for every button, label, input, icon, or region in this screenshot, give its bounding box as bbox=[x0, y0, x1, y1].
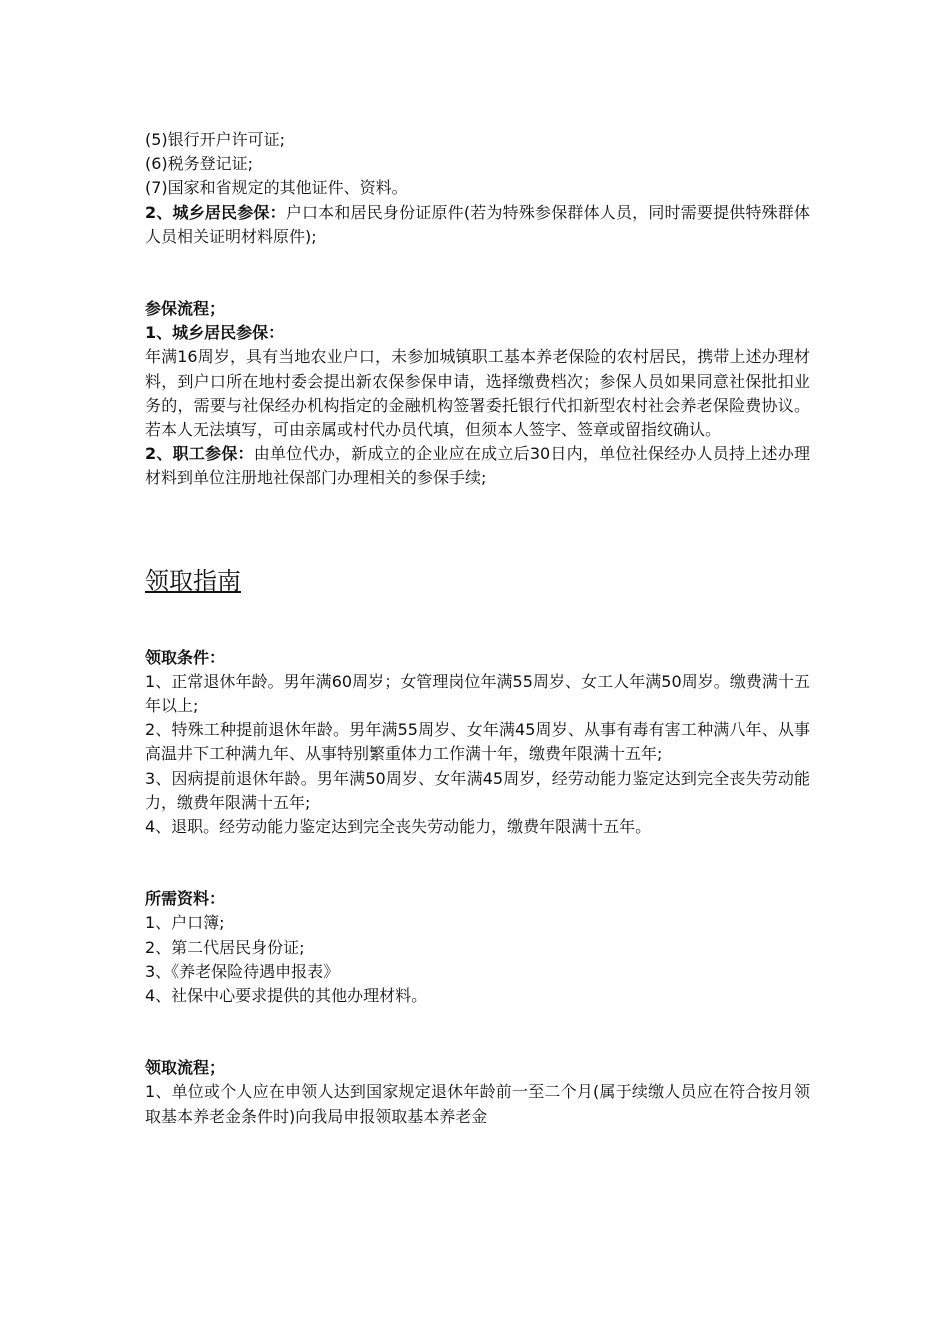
process-item-1-label: 1、城乡居民参保： bbox=[145, 323, 285, 343]
process-title: 参保流程； bbox=[145, 299, 226, 319]
process-item-1-text: 年满16周岁，具有当地农业户口，未参加城镇职工基本养老保险的农村居民，携带上述办理材料，到户口所在地村委会提出新农保参保申请，选择缴费档次；参保人员如果同意社保批扣业务的，需要与社保经办机构指定的金融机构签署委托银行代扣新型农村社会养老保险费协议。若本人无法填写，可由亲属或村代办员代填，但须本人签字、签章或留指纹确认。 bbox=[145, 347, 810, 440]
process-item-2-label: 2、职工参保： bbox=[145, 444, 254, 464]
process-item-2-text: 由单位代办，新成立的企业应在成立后30日内，单位社保经办人员持上述办理材料到单位注册地社保部门办理相关的参保手续; bbox=[145, 444, 810, 488]
list-item: (7)国家和省规定的其他证件、资料。 bbox=[145, 178, 408, 198]
list-item: (5)银行开户许可证; bbox=[145, 130, 286, 149]
flow-item: 1、单位或个人应在申领人达到国家规定退休年龄前一至二个月(属于续缴人员应在符合按月领取基本养老金条件时)向我局申报领取基本养老金 bbox=[145, 1082, 810, 1126]
material-item: 4、社保中心要求提供的其他办理材料。 bbox=[145, 986, 428, 1006]
document-body bbox=[145, 128, 810, 1129]
material-item: 2、第二代居民身份证; bbox=[145, 937, 305, 957]
condition-item: 4、退职。经劳动能力鉴定达到完全丧失劳动能力，缴费年限满十五年。 bbox=[145, 817, 652, 837]
flow-title: 领取流程； bbox=[145, 1058, 226, 1078]
condition-item: 1、正常退休年龄。男年满60周岁；女管理岗位年满55周岁、女工人年满50周岁。缴费满十五年以上; bbox=[145, 671, 810, 716]
urban-rural-label: 2、城乡居民参保： bbox=[145, 202, 286, 222]
conditions-title: 领取条件： bbox=[145, 647, 226, 667]
process-item-2 bbox=[145, 442, 810, 490]
list-item: (6)税务登记证; bbox=[145, 154, 254, 174]
material-item: 1、户口簿; bbox=[145, 913, 225, 933]
condition-item: 2、特殊工种提前退休年龄。男年满55周岁、女年满45周岁、从事有毒有害工种满八年、从事高温井下工种满九年、从事特别繁重体力工作满十年，缴费年限满十五年; bbox=[145, 720, 810, 764]
condition-item: 3、因病提前退休年龄。男年满50周岁、女年满45周岁，经劳动能力鉴定达到完全丧失劳动能力，缴费年限满十五年; bbox=[145, 768, 810, 812]
material-item: 3、《养老保险待遇申报表》 bbox=[145, 961, 340, 981]
guide-heading: 领取指南 bbox=[145, 566, 241, 595]
urban-rural-text: 户口本和居民身份证原件(若为特殊参保群体人员，同时需要提供特殊群体人员相关证明材料原件); bbox=[145, 202, 810, 246]
materials-title: 所需资料： bbox=[145, 889, 226, 909]
urban-rural-materials bbox=[145, 201, 810, 249]
